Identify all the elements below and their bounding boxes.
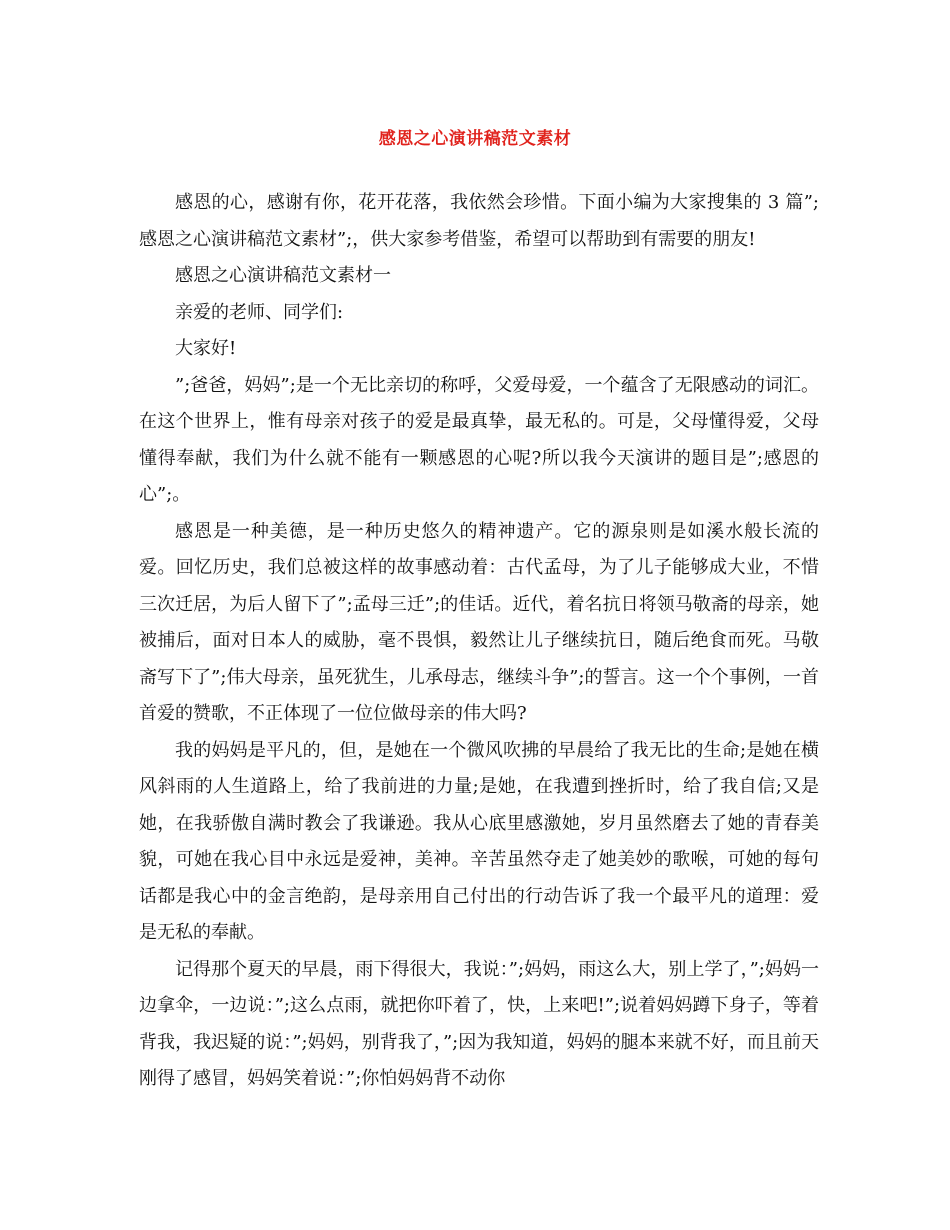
greeting: 大家好! [175, 338, 237, 359]
body-paragraph: 记得那个夏天的早晨，雨下得很大，我说：”;妈妈，雨这么大，别上学了，”;妈妈一边拿伞，一边说：”;这么点雨，就把你吓着了，快，上来吧!”;说着妈妈蹲下身子，等着背我，我迟疑的说：”;妈妈，别背我了，”;因为我知道，妈妈的腿本来就不好，而且前天刚得了感冒，妈妈笑着说：”;你怕妈妈背不动你 [139, 958, 819, 1089]
intro-paragraph: 感恩的心，感谢有你，花开花落，我依然会珍惜。下面小编为大家搜集的 3 篇”;感恩之心演讲稿范文素材”;，供大家参考借鉴，希望可以帮助到有需要的朋友! [139, 192, 819, 250]
salutation: 亲爱的老师、同学们: [175, 301, 344, 323]
section-heading: 感恩之心演讲稿范文素材一 [175, 265, 391, 286]
body-paragraph: 我的妈妈是平凡的，但，是她在一个微风吹拂的早晨给了我无比的生命;是她在横风斜雨的人生道路上，给了我前进的力量;是她，在我遭到挫折时，给了我自信;又是她，在我骄傲自满时教会了我谦逊。我从心底里感激她，岁月虽然磨去了她的青春美貌，可她在我心目中永远是爱神，美神。辛苦虽然夺走了她美妙的歌喉，可她的每句话都是我心中的金言绝韵，是母亲用自己付出的行动告诉了我一个最平凡的道理：爱是无私的奉献。 [139, 739, 820, 943]
body-paragraph: 感恩是一种美德，是一种历史悠久的精神遗产。它的源泉则是如溪水般长流的爱。回忆历史，我们总被这样的故事感动着：古代孟母，为了儿子能够成大业，不惜三次迁居，为后人留下了”;孟母三迁”;的佳话。近代，着名抗日将领马敬斋的母亲，她被捕后，面对日本人的威胁，毫不畏惧，毅然让儿子继续抗日，随后绝食而死。马敬斋写下了”;伟大母亲，虽死犹生，儿承母志，继续斗争”;的誓言。这一个个事例，一首首爱的赞歌，不正体现了一位位做母亲的伟大吗? [139, 520, 819, 724]
document-title: 感恩之心演讲稿范文素材 [378, 129, 572, 149]
document-body [139, 185, 819, 1098]
body-paragraph: ”;爸爸，妈妈”;是一个无比亲切的称呼，父爱母爱，一个蕴含了无限感动的词汇。在这个世界上，惟有母亲对孩子的爱是最真挚，最无私的。可是，父母懂得爱，父母懂得奉献，我们为什么就不能有一颗感恩的心呢?所以我今天演讲的题目是”;感恩的心”;。 [139, 374, 819, 505]
